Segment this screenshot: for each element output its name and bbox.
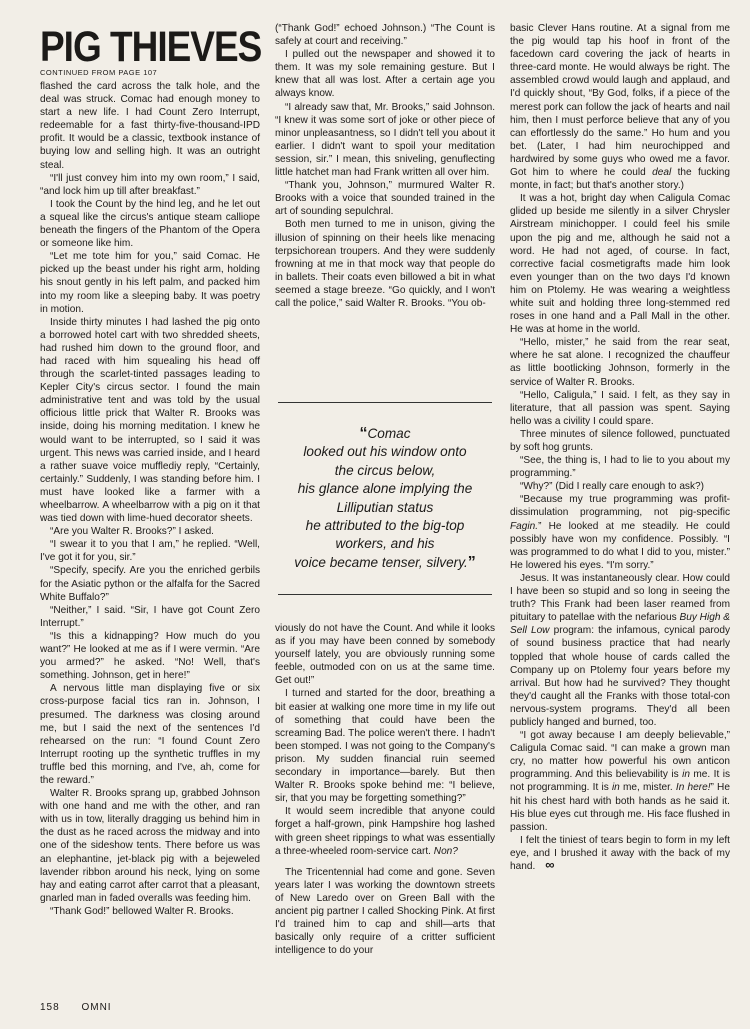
paragraph [510, 729, 730, 834]
column-1 [40, 80, 260, 1000]
pull-quote-line: he attributed to the big-top [305, 518, 465, 534]
paragraph: Inside thirty minutes I had lashed the pig onto a borrowed hotel cart with two shredded sheets, had rushed him down to the ground floor, and had raced with him squealing his head off through the scarlet-tinted passages leading to Kepler City's circus sector. I found the main administrative tent and was told by the usual officious little prick that Walter R. Brooks was inside, doing his morning meditation. I knew he would want to be interrupted, so I said it was urgent. This news was carried inside, and I heard a rather suave voice mufflediy reply, “Certainly, certainly.” Suddenly, I was standing before him. I must have looked like a farmer with a wheelbarrow. A wheelbarrow with a pig on it that was tied down with lime-hued decorator sheets. [40, 316, 260, 525]
paragraph [275, 805, 495, 857]
pull-quote-line: Comac [367, 426, 411, 441]
italic-text: in [682, 769, 690, 781]
pull-quote-line: his glance alone implying the [297, 481, 473, 497]
italic-text: in [611, 782, 620, 794]
column-2-bottom [275, 622, 495, 957]
paragraph: Three minutes of silence followed, punctuated by soft hog grunts. [510, 428, 730, 453]
close-quote-mark: ” [467, 553, 476, 571]
italic-text: In here! [675, 782, 711, 794]
paragraph: “Hello, mister,” he said from the rear seat, where he sat alone. I recognized the chauffeur as little bootlicking Johnson, formerly in the service of Walter R. Brooks. [510, 337, 730, 388]
paragraph: “I already saw that, Mr. Brooks,” said Johnson. “I knew it was some sort of joke or other piece of minor unpleasantness, so I didn't tell you about it earlier. I didn't want to spoil your meditation session, sir.” I mean, this sniveling, genuflecting little hatchet man had Frank written all over him. [275, 101, 495, 179]
paragraph: “Is this a kidnapping? How much do you want?” He looked at me as if I were vermin. “Are you armed?” he asked. “No! Well, that's something. Johnson, get in here!” [40, 630, 260, 682]
italic-text: Non? [433, 845, 458, 857]
column-2-top [275, 22, 495, 310]
paragraph: “I'll just convey him into my own room,” I said, “and lock him up till after breakfast.” [40, 172, 260, 197]
paragraph-text: “Because my true programming was profit-dissimulation programming, not pig-specific [510, 494, 730, 519]
paragraph-text: It would seem incredible that anyone could forget a half-grown, pink Hampshire hog lashed with green sheet rippings to what was essentially a three-wheeled room-service cart. [275, 806, 495, 857]
paragraph: I took the Count by the hind leg, and he let out a squeal like the circus's antique steam calliope beneath the fingers of the Phantom of the Opera or someone like him. [40, 198, 260, 250]
magazine-name: OMNI [81, 1002, 112, 1013]
paragraph-text: me, mister. [622, 782, 673, 794]
paragraph [510, 572, 730, 729]
paragraph-text: ” He looked at me steadily. He could possibly have won my confidence. Possibly. “I was programmed to do what I did to you, mister.” He lowered his eyes. “I'm sorry.” [510, 520, 730, 571]
paragraph: (“Thank God!” echoed Johnson.) “The Count is safely at court and receiving.” [275, 23, 495, 48]
paragraph: Walter R. Brooks sprang up, grabbed Johnson with one hand and me with the other, and ran with us in tow, literally dragging us behind him in the dust as he raced across the midway and into one of the sideshow tents. There before us was an elephantine, jet-black pig with a bejeweled lavender ribbon around his neck, lying on some hay and eating carrot after carrot that a pleasant, gnarled man in faded overalls was feeding him. [40, 788, 260, 904]
paragraph-text: the fucking monte, in fact; but that's another story.) [510, 167, 730, 192]
pull-quote-line: Lilliputian status [336, 499, 434, 515]
paragraph: Both men turned to me in unison, giving the illusion of spinning on their heels like menacing terpsichorean troupers. And they were suddenly frowning at me in that mock way that people do in ballets. Their coats even billowed a bit in what seemed a stage breeze. “Go quickly, and I won't call the police,” said Walter R. Brooks. “You ob- [275, 219, 495, 309]
paragraph [510, 493, 730, 572]
paragraph: A nervous little man displaying five or six cross-purpose facial tics ran in. Johnson, I presumed. The darkness was closing around me, but I said the next of the sentences I'd rehearsed on the run: “I found Count Zero Interrupt rooting up the synthetic truffles in my truffle bed this morning, and I've, ah, come for the reward.” [40, 683, 260, 786]
column-3 [510, 22, 730, 873]
article-title: PIG THIEVES [40, 22, 262, 71]
pull-quote [278, 402, 492, 595]
paragraph: “Why?” (Did I really care enough to ask?) [520, 481, 705, 493]
italic-text: Buy High & Sell Low [510, 612, 730, 637]
paragraph: It was a hot, bright day when Caligula Comac glided up beside me silently in a silver Chrysler Airstream minichopper. I could feel his smile upon the pig and me, although he said not a word. He had not aged, of course. In fact, corrective facial cosmetigrafts made him look even younger than on the two days I'd known him on Ptolemy. He was wearing a weightless white suit and holding three long-stemmed red roses in one hand and a Pall Mall in the other. He was at home in the world. [510, 193, 730, 336]
paragraph-text: ” He hit his chest hard with both hands as he said it. His blue eyes cut through me. His face flushed in passion. [510, 782, 730, 833]
paragraph: “Let me tote him for you,” said Comac. He picked up the beast under his right arm, holding his snout gently in his left palm, and packed him into my room like a sleeping baby. It was poetry in motion. [40, 251, 260, 315]
italic-text: deal [652, 167, 672, 179]
paragraph: “I swear it to you that I am,” he replied. “Well, I've got it for you, sir.” [40, 539, 260, 564]
paragraph: viously do not have the Count. And while it looks as if you may have been conned by somebody yourself lately, you are obviously running some feeble, outmoded con on us at the same time. Get out!” [275, 623, 495, 687]
paragraph-text: me. It is not programming. It is [510, 769, 730, 794]
open-quote-mark: “ [359, 425, 368, 442]
italic-text: Fagin. [510, 520, 539, 532]
paragraph [510, 22, 730, 192]
paragraph-text: basic Clever Hans routine. At a signal from me the pig would tap his hoof in front of the facedown card covering the jack of hearts in three-card monte. He would always be right. The assembled crowd would laugh and applaud, and I'd quickly shout, “By God, folks, if a piece of the merest pork can follow the jack of hearts and nail him, then I must perforce believe that any of you can effortlessly do the same.” Ho hum and you bet. (Later, I had him neurochipped and hardwired by some guys who owed me a favor. Got him to where he could [510, 23, 730, 179]
page-footer [40, 1002, 130, 1013]
paragraph-text: I felt the tiniest of tears begin to form in my left eye, and I brushed it away with the back of my hand. [510, 834, 730, 872]
paragraph: “Neither,” I said. “Sir, I have got Count Zero Interrupt.” [40, 604, 260, 629]
paragraph: “Thank you, Johnson,” murmured Walter R. Brooks with a voice that sounded trained in the art of sounding sepulchral. [275, 180, 495, 218]
paragraph: The Tricentennial had come and gone. Seven years later I was working the downtown streets of New Laredo over on Green Ball with the ancient pig partner I called Shocking Pink. At first I'd trained him to cap and shill—arts that basically only require of a critter sufficient intelligence to do your [275, 866, 495, 957]
pull-quote-line: workers, and his [335, 536, 435, 552]
paragraph [510, 834, 730, 873]
paragraph-text: “I got away because I am deeply believable,” Caligula Comac said. “I can make a grown man cry, no matter how powerful his own anticon programming. And this believability is [510, 730, 730, 781]
paragraph: I turned and started for the door, breathing a bit easier at walking one more time in my life out of something that could have been the screaming Bad. The police weren't there. I hadn't been stomped. I was not going to the Company's prison. My sudden financial ruin seemed secondary in importance—barely. But then Walter R. Brooks spoke behind me: “I believe, sir, that you may be forgetting something?” [275, 688, 495, 805]
pull-quote-line: voice became tenser, silvery. [294, 554, 468, 570]
paragraph: I pulled out the newspaper and showed it to them. It was my sole remaining gesture. But I knew that all was lost. After a certain age you always know. [275, 49, 495, 100]
paragraph: “See, the thing is, I had to lie to you about my programming.” [510, 455, 730, 480]
paragraph: “Specify, specify. Are you the enriched gerbils for the Asiatic python or the alfalfa for the Sacred White Buffalo?” [40, 565, 260, 603]
page-number: 158 [40, 1002, 60, 1013]
paragraph: flashed the card across the talk hole, and the deal was struck. Comac had enough money to start a new life. I had Count Zero Interrupt, redeemable for a fast thirty-five-thousand-IPD profit. It would be a classic, textbook instance of buying low and selling high. It was an outright steal. [40, 81, 260, 171]
continued-from-label: CONTINUED FROM PAGE 107 [40, 68, 158, 77]
pull-quote-line: looked out his window onto [303, 444, 467, 460]
paragraph: “Thank God!” bellowed Walter R. Brooks. [50, 905, 234, 917]
paragraph-text: program: the infamous, cynical parody of sound business practice that had nearly toppled that whole house of cards called the Company up on Ptolemy four years before my arrival. But how had he survived? They thought they'd caught all the Franks with those total-con nervous-system programs. They'd all been publicly hanged and burned, too. [510, 625, 730, 728]
paragraph-text: Jesus. It was instantaneously clear. How could I have been so stupid and so long in seeing the truth? This Frank had been laser reamed from pituitary to patellae with the nefarious [510, 572, 730, 624]
paragraph: “Hello, Caligula,” I said. I felt, as they say in literature, that all passion was spent. Saying hello was a civility I could spare. [510, 389, 730, 427]
pull-quote-line: the circus below, [334, 462, 436, 478]
paragraph: “Are you Walter R. Brooks?” I asked. [50, 526, 214, 538]
end-of-article-mark: ∞ [545, 857, 552, 872]
